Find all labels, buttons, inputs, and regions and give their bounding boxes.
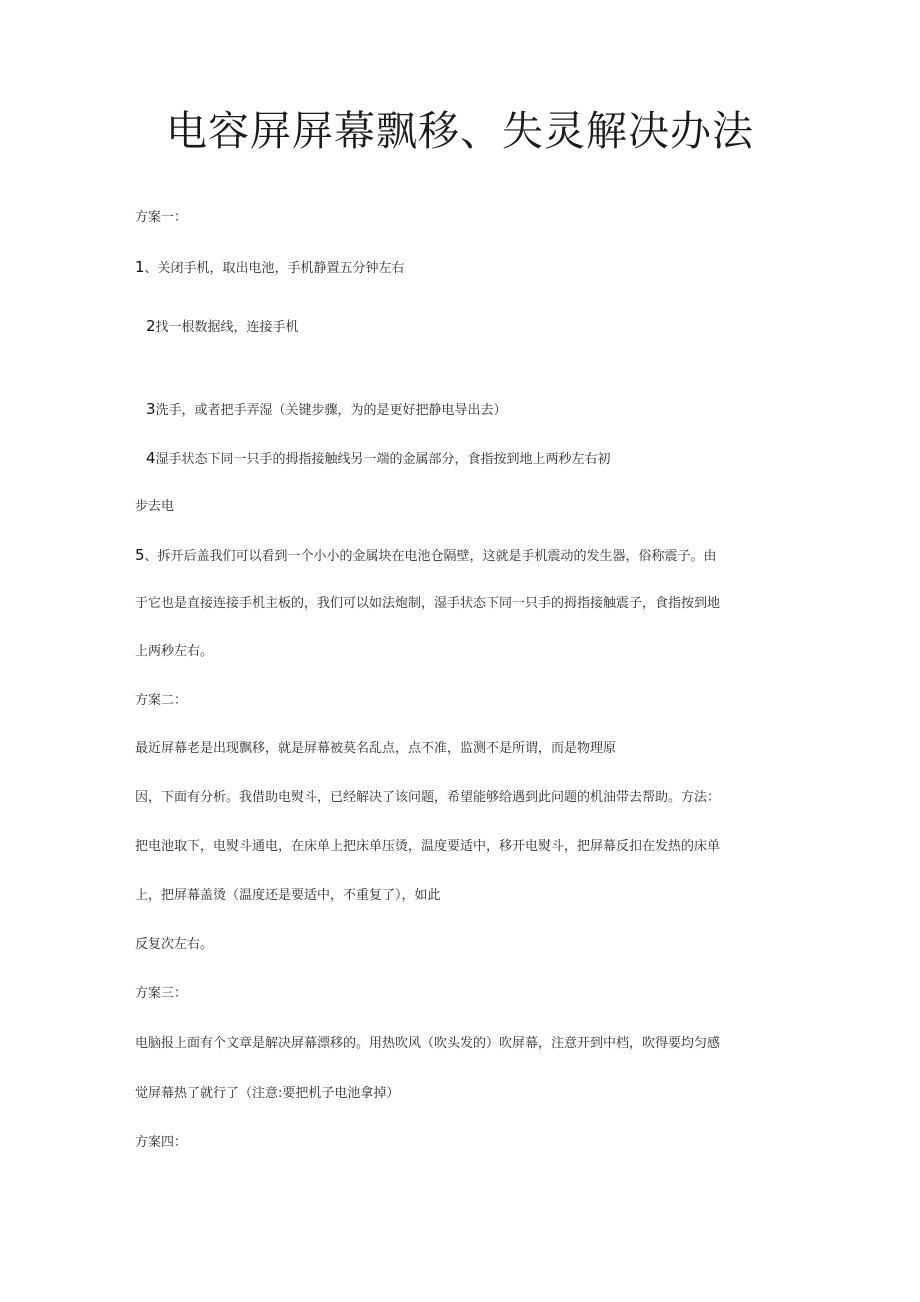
plan1-step-5-line-2: 于它也是直接连接手机主板的，我们可以如法炮制，湿手状态下同一只手的拇指接触震子，食指按到地 <box>135 596 721 611</box>
plan1-step-4-continued: 步去电 <box>135 499 175 514</box>
plan2-heading: 方案二： <box>135 693 188 708</box>
plan3-heading: 方案三： <box>135 986 188 1001</box>
document-title: 电容屏屏幕飘移、失灵解决办法 <box>166 107 754 155</box>
step-text: 洗手，或者把手弄湿（关键步骤，为的是更好把静电导出去） <box>155 403 507 418</box>
plan1-step-3 <box>146 400 507 420</box>
step-number: 1 <box>135 258 145 276</box>
step-text: 、拆开后盖我们可以看到一个小小的金属块在电池仓隔壁，这就是手机震动的发生器，俗称震子。由 <box>144 549 717 564</box>
plan3-line-2: 觉屏幕热了就行了（注意:要把机子电池拿掉） <box>135 1086 400 1101</box>
plan2-line-5: 反复次左右。 <box>135 937 214 952</box>
plan1-step-5-line-1 <box>135 546 717 566</box>
plan2-line-3: 把电池取下，电熨斗通电，在床单上把床单压烫，温度要适中，移开电熨斗，把屏幕反扣在发热的床单 <box>135 839 721 854</box>
plan1-step-2 <box>146 317 299 337</box>
plan2-line-1: 最近屏幕老是出现飘移，就是屏幕被莫名乱点，点不准，监测不是所谓，而是物理原 <box>135 741 617 756</box>
step-number: 3 <box>146 400 156 418</box>
step-text: 找一根数据线，连接手机 <box>155 320 299 335</box>
plan4-heading: 方案四： <box>135 1135 188 1150</box>
step-number: 4 <box>146 449 156 467</box>
plan1-heading: 方案一： <box>135 210 188 225</box>
plan2-line-4: 上，把屏幕盖烫（温度还是要适中，不重复了），如此 <box>135 888 441 903</box>
plan3-line-1: 电脑报上面有个文章是解决屏幕漂移的。用热吹风（吹头发的）吹屏幕，注意开到中档，吹得要均匀感 <box>135 1036 721 1051</box>
step-number: 2 <box>146 317 156 335</box>
plan1-step-5-line-3: 上两秒左右。 <box>135 644 214 659</box>
plan1-step-4 <box>146 449 611 469</box>
step-text: 、关闭手机，取出电池，手机静置五分钟左右 <box>144 261 405 276</box>
step-number: 5 <box>135 546 145 564</box>
plan1-step-1 <box>135 258 405 278</box>
step-text: 湿手状态下同一只手的拇指接触线另一端的金属部分，食指按到地上两秒左右初 <box>155 452 611 467</box>
plan2-line-2: 因，下面有分析。我借助电熨斗，已经解决了该问题，希望能够给遇到此问题的机油带去帮助。方法： <box>135 790 721 805</box>
